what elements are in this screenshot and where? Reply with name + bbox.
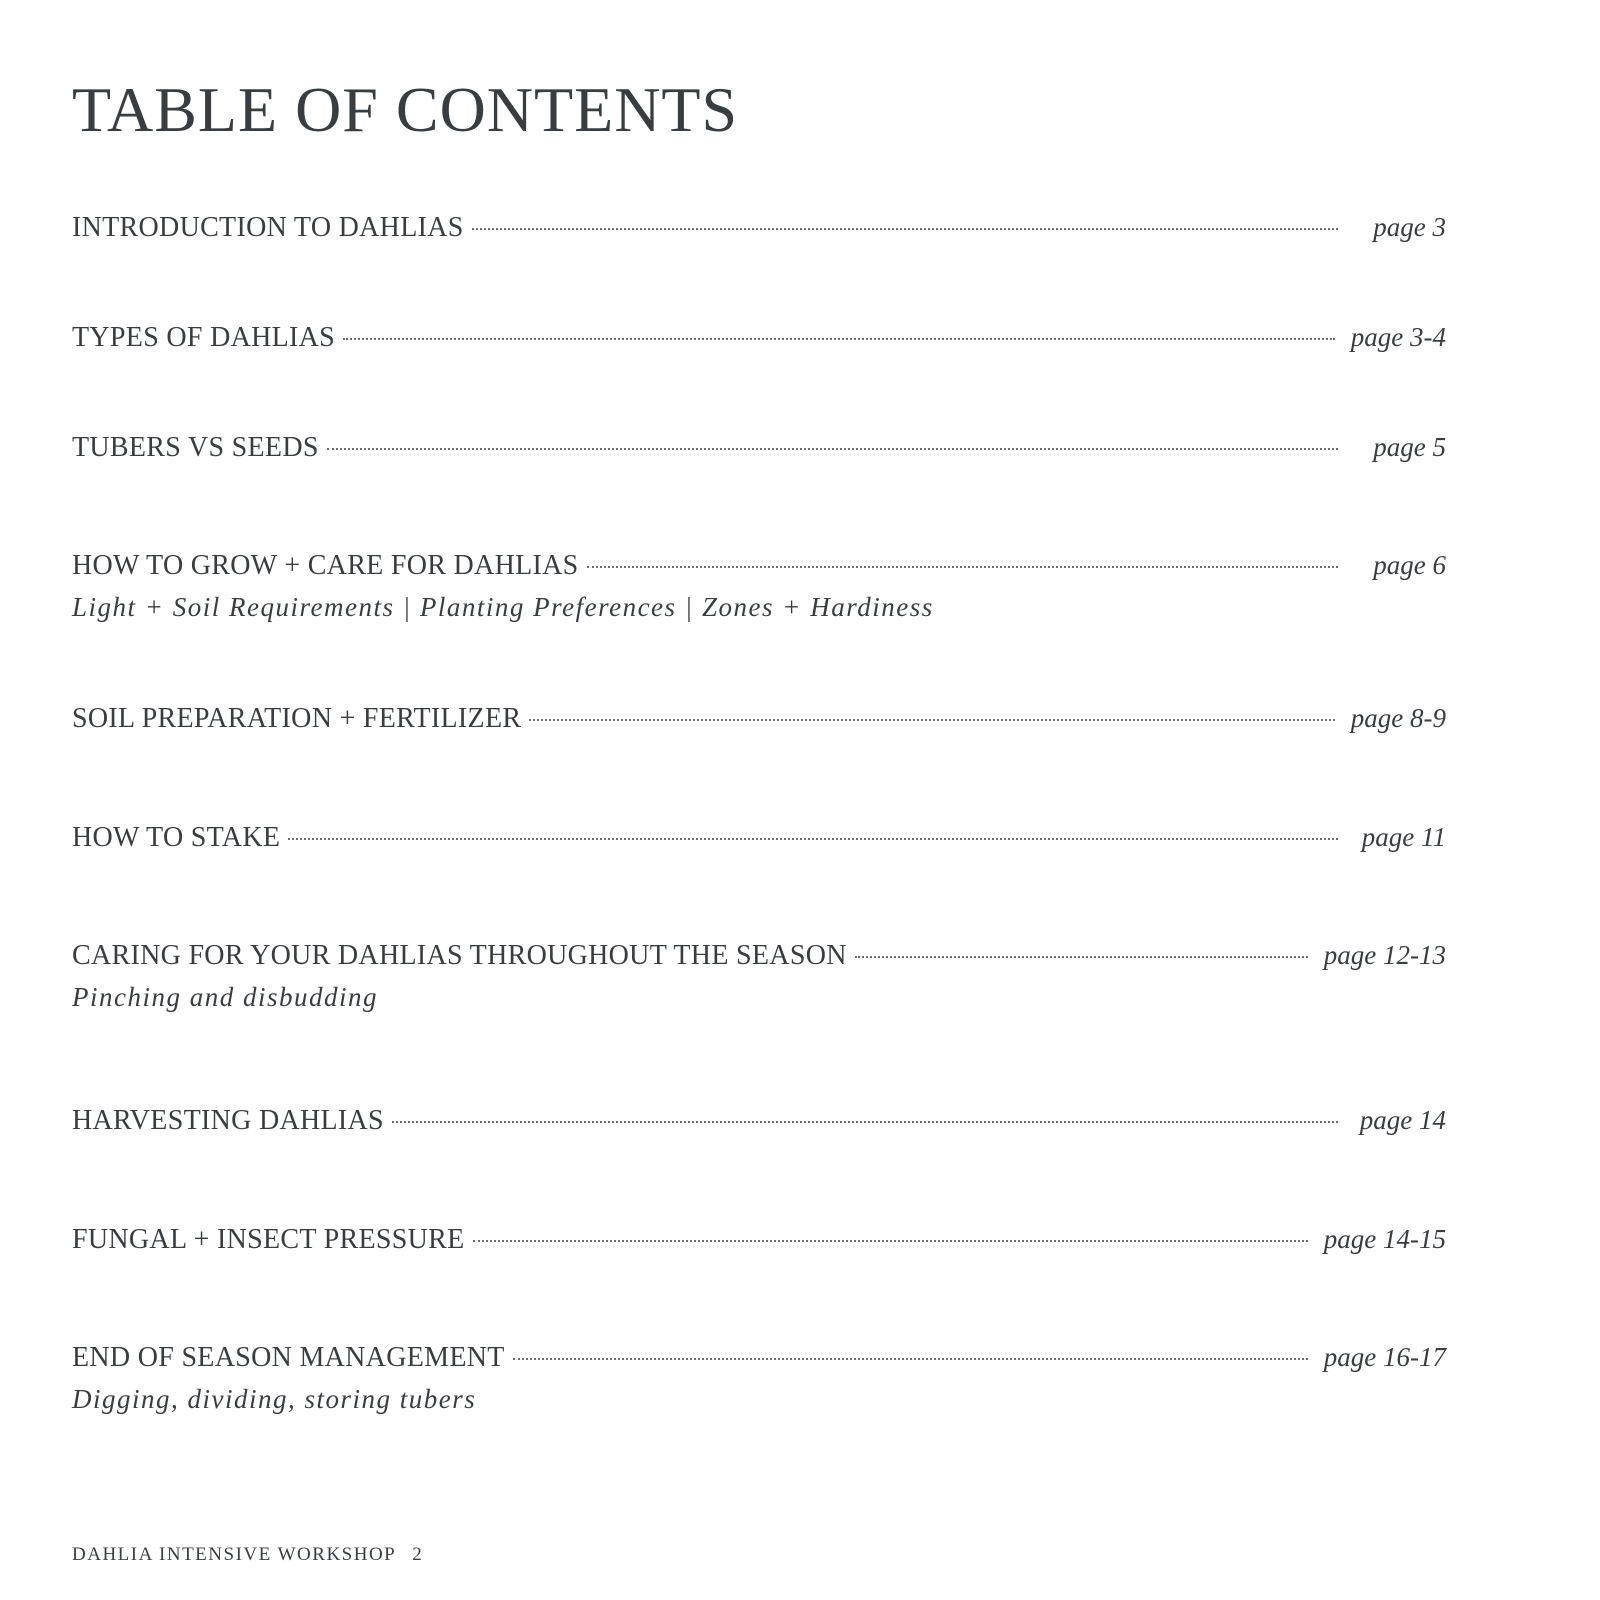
toc-line [72,1342,1446,1374]
toc-entry-page: page 12-13 [1323,940,1446,970]
toc-entry-fungal-insect [72,1224,1446,1256]
dot-leader [529,719,1334,721]
dot-leader [392,1121,1338,1123]
dot-leader [288,838,1338,840]
footer-title: DAHLIA INTENSIVE WORKSHOP [72,1544,397,1565]
toc-entry-label: CARING FOR YOUR DAHLIAS THROUGHOUT THE SEASON [72,940,847,971]
toc-entry-subtopics: Digging, dividing, storing tubers [72,1384,477,1414]
toc-entry-page: page 14 [1359,1105,1446,1135]
dot-leader [587,566,1338,568]
toc-line [72,703,1446,735]
toc-entry-page: page 3 [1373,212,1446,242]
toc-entry-label: HARVESTING DAHLIAS [72,1105,384,1136]
toc-entry-label: INTRODUCTION TO DAHLIAS [72,212,464,243]
toc-entry-how-to-stake [72,822,1446,854]
toc-entry-page: page 14-15 [1323,1224,1446,1254]
page-footer [72,1544,423,1566]
toc-entry-label: HOW TO GROW + CARE FOR DAHLIAS [72,550,579,581]
dot-leader [513,1358,1308,1360]
toc-entry-tubers-vs-seeds [72,432,1446,464]
dot-leader [472,228,1338,230]
toc-entry-page: page 16-17 [1323,1342,1446,1372]
toc-entry-page: page 3-4 [1350,322,1446,352]
footer-page-number: 2 [412,1544,424,1565]
toc-entry-label: TUBERS VS SEEDS [72,432,319,463]
toc-entry-label: HOW TO STAKE [72,822,281,853]
toc-line [72,212,1446,244]
toc-line [72,1224,1446,1256]
toc-line [72,940,1446,972]
toc-entry-label: SOIL PREPARATION + FERTILIZER [72,703,522,734]
toc-line [72,1105,1446,1137]
toc-line [72,432,1446,464]
toc-entry-caring-season [72,940,1446,1013]
toc-entry-label: END OF SEASON MANAGEMENT [72,1342,505,1373]
toc-entry-page: page 8-9 [1350,703,1446,733]
toc-entry-subtopics: Light + Soil Requirements | Planting Preferences | Zones + Hardiness [72,592,934,622]
toc-entry-introduction [72,212,1446,244]
toc-line [72,550,1446,582]
toc-entry-subtopics: Pinching and disbudding [72,982,378,1012]
toc-entry-page: page 11 [1361,822,1446,852]
dot-leader [855,956,1308,958]
dot-leader [327,448,1338,450]
dot-leader [343,338,1335,340]
toc-line [72,822,1446,854]
toc-entry-grow-care [72,550,1446,623]
toc-line [72,322,1446,354]
toc-entry-soil-preparation [72,703,1446,735]
toc-entry-harvesting [72,1105,1446,1137]
page-title: TABLE OF CONTENTS [72,74,739,145]
toc-entry-page: page 5 [1373,432,1446,462]
toc-entry-types [72,322,1446,354]
dot-leader [473,1240,1308,1242]
toc-entry-label: TYPES OF DAHLIAS [72,322,336,353]
toc-entry-page: page 6 [1373,550,1446,580]
toc-entry-end-of-season [72,1342,1446,1415]
toc-entry-label: FUNGAL + INSECT PRESSURE [72,1224,465,1255]
